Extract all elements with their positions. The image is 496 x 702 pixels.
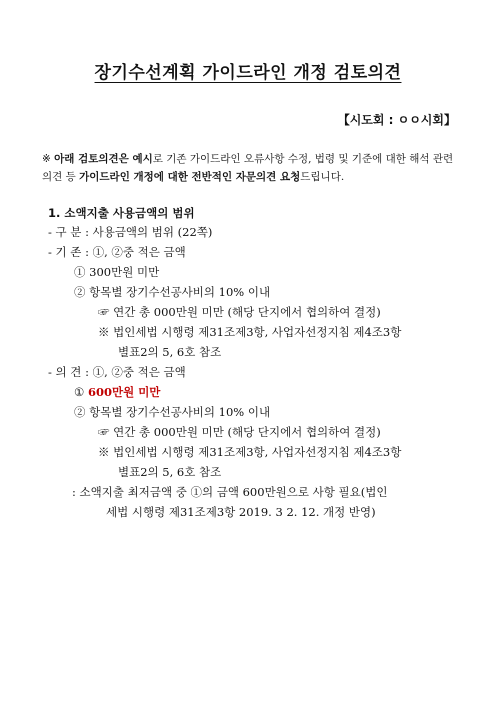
notice-paragraph bbox=[42, 150, 462, 186]
category-line: - 구 분 : 사용금액의 범위 (22쪽) bbox=[48, 225, 213, 239]
note-text-1: 로 기존 가이드라인 오류사항 수정, 법령 및 기준에 대한 해석 관련 의견 등 bbox=[42, 153, 454, 183]
opinion-item-1-highlight: 600만원 미만 bbox=[87, 385, 161, 399]
existing-item-1: ① 300만원 미만 bbox=[74, 265, 160, 279]
opinion-reference-note: ☞ 연간 총 000만원 미만 (해당 단지에서 협의하여 결정) bbox=[98, 425, 381, 439]
existing-law-note: ※ 법인세법 시행령 제31조제3항, 사업자선정지침 제4조3항 bbox=[98, 325, 402, 339]
opinion-item-1-marker: ① bbox=[74, 385, 88, 399]
opinion-law-note-cont: 별표2의 5, 6호 참조 bbox=[118, 465, 222, 479]
existing-item-2: ② 항목별 장기수선공사비의 10% 이내 bbox=[74, 285, 271, 299]
existing-law-note-cont: 별표2의 5, 6호 참조 bbox=[118, 345, 222, 359]
opinion-item-2: ② 항목별 장기수선공사비의 10% 이내 bbox=[74, 405, 271, 419]
opinion-item-1 bbox=[74, 384, 160, 400]
note-mark: ※ bbox=[42, 153, 51, 165]
opinion-line: - 의 견 : ①, ②중 적은 금액 bbox=[48, 365, 186, 379]
note-text-2: 드립니다. bbox=[300, 171, 345, 183]
opinion-law-note: ※ 법인세법 시행령 제31조제3항, 사업자선정지침 제4조3항 bbox=[98, 445, 402, 459]
note-emphasis-2: 가이드라인 개정에 대한 전반적인 자문의견 요청 bbox=[79, 171, 301, 183]
note-emphasis-1: 아래 검토의견은 예시 bbox=[54, 153, 153, 165]
remark-line-1: : 소액지출 최저금액 중 ①의 금액 600만원으로 사항 필요(법인 bbox=[72, 485, 388, 499]
existing-reference-note: ☞ 연간 총 000만원 미만 (해당 단지에서 협의하여 결정) bbox=[98, 305, 381, 319]
section-heading: 1. 소액지출 사용금액의 범위 bbox=[48, 206, 195, 220]
organization-tag: 【시도회 : ㅇㅇ시회】 bbox=[337, 113, 456, 127]
existing-line: - 기 존 : ①, ②중 적은 금액 bbox=[48, 245, 186, 259]
document-title: 장기수선계획 가이드라인 개정 검토의견 bbox=[94, 63, 402, 83]
remark-line-2: 세법 시행령 제31조제3항 2019. 3 2. 12. 개정 반영) bbox=[106, 505, 376, 519]
